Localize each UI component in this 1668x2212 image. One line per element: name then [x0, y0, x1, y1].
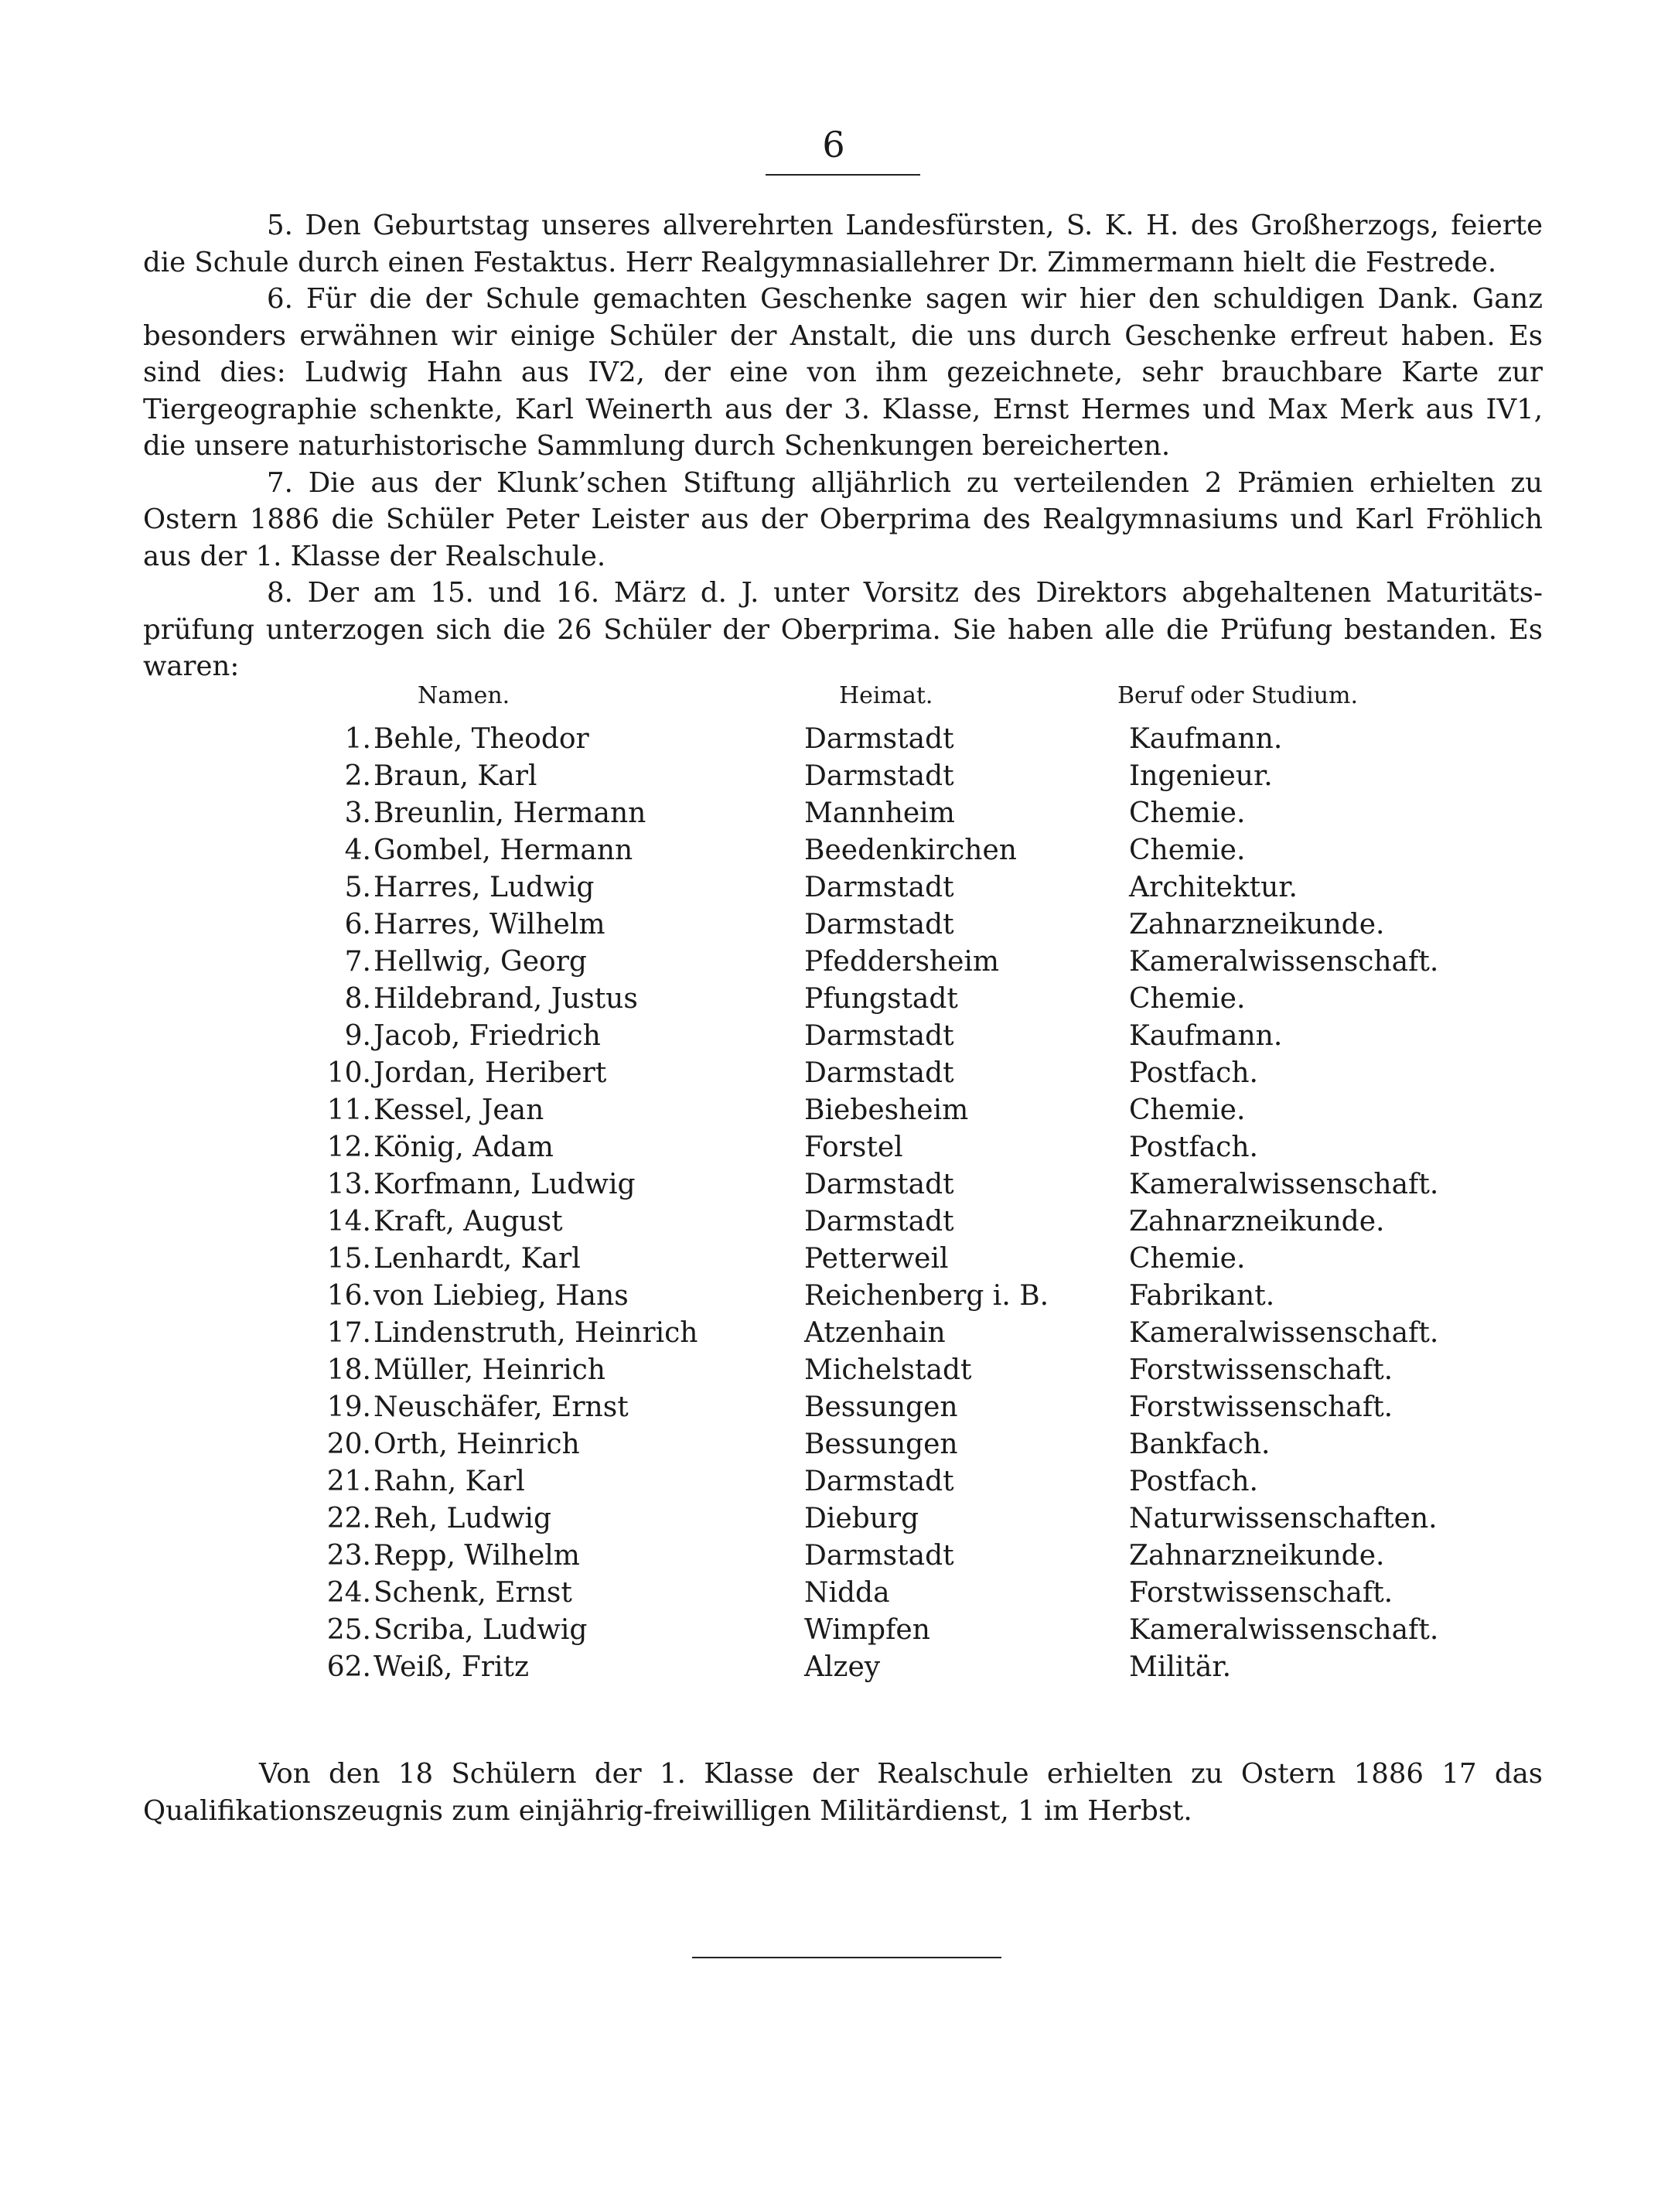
table-row: [0, 1166, 1668, 1203]
student-profession: Chemie.: [1129, 1094, 1246, 1126]
row-number: 24.: [326, 1577, 371, 1609]
student-home: Darmstadt: [804, 909, 954, 940]
student-home: Darmstadt: [804, 1169, 954, 1200]
table-row: [0, 1278, 1668, 1315]
row-number: 6.: [344, 909, 371, 940]
student-home: Michelstadt: [804, 1354, 972, 1386]
student-name: Lindenstruth, Heinrich: [374, 1317, 698, 1349]
student-name: Weiß, Fritz: [374, 1651, 529, 1683]
closing-paragraph: Von den 18 Schülern der 1. Klasse der Realschule erhielten zu Ostern 1886 17 das Qualifikationszeugnis zum einjährig-freiwilligen Militärdienst, 1 im Herbst.: [143, 1758, 1543, 1827]
student-profession: Forstwissenschaft.: [1129, 1577, 1393, 1609]
row-number: 19.: [326, 1391, 371, 1423]
student-profession: Kaufmann.: [1129, 723, 1283, 755]
paragraph-5: 5. Den Geburtstag unseres allverehrten Landesfürsten, S. K. H. des Großherzogs, feierte die Schule durch einen Festaktus. Herr Realgymnasiallehrer Dr. Zimmermann hielt die Festrede.: [143, 210, 1543, 278]
table-row: [0, 795, 1668, 832]
header-names: Namen.: [418, 682, 510, 709]
row-number: 1.: [344, 723, 371, 755]
student-name: Hellwig, Georg: [374, 946, 587, 978]
row-number: 14.: [326, 1206, 371, 1237]
student-profession: Fabrikant.: [1129, 1280, 1275, 1312]
student-home: Pfeddersheim: [804, 946, 1000, 978]
table-row: [0, 1352, 1668, 1389]
student-profession: Bankfach.: [1129, 1429, 1271, 1460]
student-name: Behle, Theodor: [374, 723, 589, 755]
closing-text: [143, 1756, 1543, 1830]
table-row: [0, 1315, 1668, 1352]
row-number: 13.: [326, 1169, 371, 1200]
table-row: [0, 1426, 1668, 1463]
student-name: Gombel, Hermann: [374, 835, 633, 866]
student-name: Braun, Karl: [374, 760, 537, 792]
header-home: Heimat.: [839, 682, 933, 709]
student-home: Darmstadt: [804, 723, 954, 755]
row-number: 2.: [344, 760, 371, 792]
body-text: [143, 207, 1543, 685]
student-profession: Chemie.: [1129, 835, 1246, 866]
student-profession: Naturwissenschaften.: [1129, 1503, 1438, 1534]
student-home: Mannheim: [804, 797, 955, 829]
row-number: 4.: [344, 835, 371, 866]
student-home: Reichenberg i. B.: [804, 1280, 1049, 1312]
student-name: Reh, Ludwig: [374, 1503, 551, 1534]
table-row: [0, 721, 1668, 758]
student-name: Repp, Wilhelm: [374, 1540, 580, 1572]
row-number: 15.: [326, 1243, 371, 1275]
table-row: [0, 1203, 1668, 1241]
student-name: von Liebieg, Hans: [374, 1280, 629, 1312]
student-profession: Zahnarzneikunde.: [1129, 909, 1385, 940]
student-profession: Zahnarzneikunde.: [1129, 1540, 1385, 1572]
student-home: Bessungen: [804, 1391, 958, 1423]
row-number: 11.: [326, 1094, 371, 1126]
row-number: 25.: [326, 1614, 371, 1646]
table-row: [0, 944, 1668, 981]
student-profession: Kameralwissenschaft.: [1129, 1169, 1439, 1200]
row-number: 20.: [326, 1429, 371, 1460]
row-number: 62.: [326, 1651, 371, 1683]
student-home: Biebesheim: [804, 1094, 969, 1126]
table-row: [0, 1612, 1668, 1649]
student-profession: Zahnarzneikunde.: [1129, 1206, 1385, 1237]
student-profession: Chemie.: [1129, 797, 1246, 829]
table-row: [0, 1129, 1668, 1166]
student-profession: Chemie.: [1129, 1243, 1246, 1275]
student-name: Kraft, August: [374, 1206, 563, 1237]
student-home: Darmstadt: [804, 1206, 954, 1237]
paragraph-6: 6. Für die der Schule gemachten Geschenke sagen wir hier den schuldigen Dank. Ganz besonders erwähnen wir einige Schüler der Anstalt, die uns durch Geschenke erfreut haben. Es sind dies: Ludwig Hahn aus IV2, der eine von ihm gezeichnete, sehr brauchbare Karte zur Tiergeographie schenkte, Karl Weinerth aus der 3. Klasse, Ernst Hermes und Max Merk aus IV1, die unsere naturhistorische Sammlung durch Schenkungen bereicherten.: [143, 283, 1543, 462]
student-name: Hildebrand, Justus: [374, 983, 638, 1015]
paragraph-7: 7. Die aus der Klunk’schen Stiftung alljährlich zu verteilenden 2 Prämien erhielten zu Ostern 1886 die Schüler Peter Leister aus der Oberprima des Realgymnasiums und Karl Fröhlich aus der 1. Klasse der Realschule.: [143, 466, 1543, 572]
student-home: Nidda: [804, 1577, 890, 1609]
header-profession: Beruf oder Studium.: [1117, 682, 1359, 709]
student-name: Breunlin, Hermann: [374, 797, 646, 829]
table-row: [0, 1055, 1668, 1092]
student-home: Forstel: [804, 1132, 903, 1163]
student-home: Alzey: [804, 1651, 881, 1683]
table-row: [0, 1241, 1668, 1278]
table-row: [0, 1463, 1668, 1500]
student-home: Darmstadt: [804, 1057, 954, 1089]
row-number: 16.: [326, 1280, 371, 1312]
student-name: Jordan, Heribert: [374, 1057, 607, 1089]
student-home: Darmstadt: [804, 760, 954, 792]
row-number: 5.: [344, 872, 371, 903]
table-header: [0, 682, 1668, 718]
student-profession: Militär.: [1129, 1651, 1232, 1683]
student-home: Atzenhain: [804, 1317, 946, 1349]
table-row: [0, 1500, 1668, 1538]
student-profession: Postfach.: [1129, 1466, 1258, 1497]
row-number: 21.: [326, 1466, 371, 1497]
table-row: [0, 758, 1668, 795]
student-name: Jacob, Friedrich: [374, 1020, 601, 1052]
student-home: Darmstadt: [804, 1466, 954, 1497]
student-profession: Forstwissenschaft.: [1129, 1391, 1393, 1423]
table-row: [0, 1018, 1668, 1055]
graduate-table: [0, 721, 1668, 1686]
row-number: 18.: [326, 1354, 371, 1386]
footer-rule: [692, 1957, 1001, 1958]
student-name: Scriba, Ludwig: [374, 1614, 588, 1646]
student-profession: Postfach.: [1129, 1132, 1258, 1163]
row-number: 12.: [326, 1132, 371, 1163]
student-home: Petterweil: [804, 1243, 949, 1275]
paragraph-8: 8. Der am 15. und 16. März d. J. unter Vorsitz des Direktors abgehaltenen Maturitäts- prüfung unterzogen sich die 26 Schüler der Oberprima. Sie haben alle die Prüfung bestanden. Es waren:: [143, 577, 1543, 682]
row-number: 9.: [344, 1020, 371, 1052]
row-number: 8.: [344, 983, 371, 1015]
table-row: [0, 869, 1668, 906]
row-number: 7.: [344, 946, 371, 978]
student-name: Neuschäfer, Ernst: [374, 1391, 629, 1423]
table-row: [0, 832, 1668, 869]
student-home: Darmstadt: [804, 1540, 954, 1572]
student-home: Pfungstadt: [804, 983, 958, 1015]
student-profession: Kameralwissenschaft.: [1129, 1317, 1439, 1349]
student-home: Wimpfen: [804, 1614, 930, 1646]
student-home: Darmstadt: [804, 872, 954, 903]
student-name: Korfmann, Ludwig: [374, 1169, 636, 1200]
table-row: [0, 906, 1668, 944]
table-row: [0, 1538, 1668, 1575]
student-profession: Postfach.: [1129, 1057, 1258, 1089]
student-home: Dieburg: [804, 1503, 919, 1534]
student-profession: Kameralwissenschaft.: [1129, 946, 1439, 978]
student-home: Beedenkirchen: [804, 835, 1017, 866]
table-row: [0, 1649, 1668, 1686]
student-name: Harres, Ludwig: [374, 872, 595, 903]
row-number: 23.: [326, 1540, 371, 1572]
student-profession: Ingenieur.: [1129, 760, 1273, 792]
header-rule: [766, 174, 920, 176]
table-row: [0, 981, 1668, 1018]
row-number: 10.: [326, 1057, 371, 1089]
table-row: [0, 1389, 1668, 1426]
page-number: 6: [822, 124, 846, 166]
table-row: [0, 1575, 1668, 1612]
student-name: Schenk, Ernst: [374, 1577, 572, 1609]
student-name: Harres, Wilhelm: [374, 909, 605, 940]
student-name: Kessel, Jean: [374, 1094, 544, 1126]
student-profession: Kaufmann.: [1129, 1020, 1283, 1052]
row-number: 22.: [326, 1503, 371, 1534]
student-profession: Kameralwissenschaft.: [1129, 1614, 1439, 1646]
row-number: 17.: [326, 1317, 371, 1349]
student-name: Lenhardt, Karl: [374, 1243, 581, 1275]
student-home: Darmstadt: [804, 1020, 954, 1052]
student-profession: Architektur.: [1129, 872, 1298, 903]
row-number: 3.: [344, 797, 371, 829]
student-name: Rahn, Karl: [374, 1466, 525, 1497]
table-row: [0, 1092, 1668, 1129]
student-profession: Chemie.: [1129, 983, 1246, 1015]
student-profession: Forstwissenschaft.: [1129, 1354, 1393, 1386]
student-name: König, Adam: [374, 1132, 554, 1163]
student-home: Bessungen: [804, 1429, 958, 1460]
student-name: Orth, Heinrich: [374, 1429, 580, 1460]
student-name: Müller, Heinrich: [374, 1354, 605, 1386]
